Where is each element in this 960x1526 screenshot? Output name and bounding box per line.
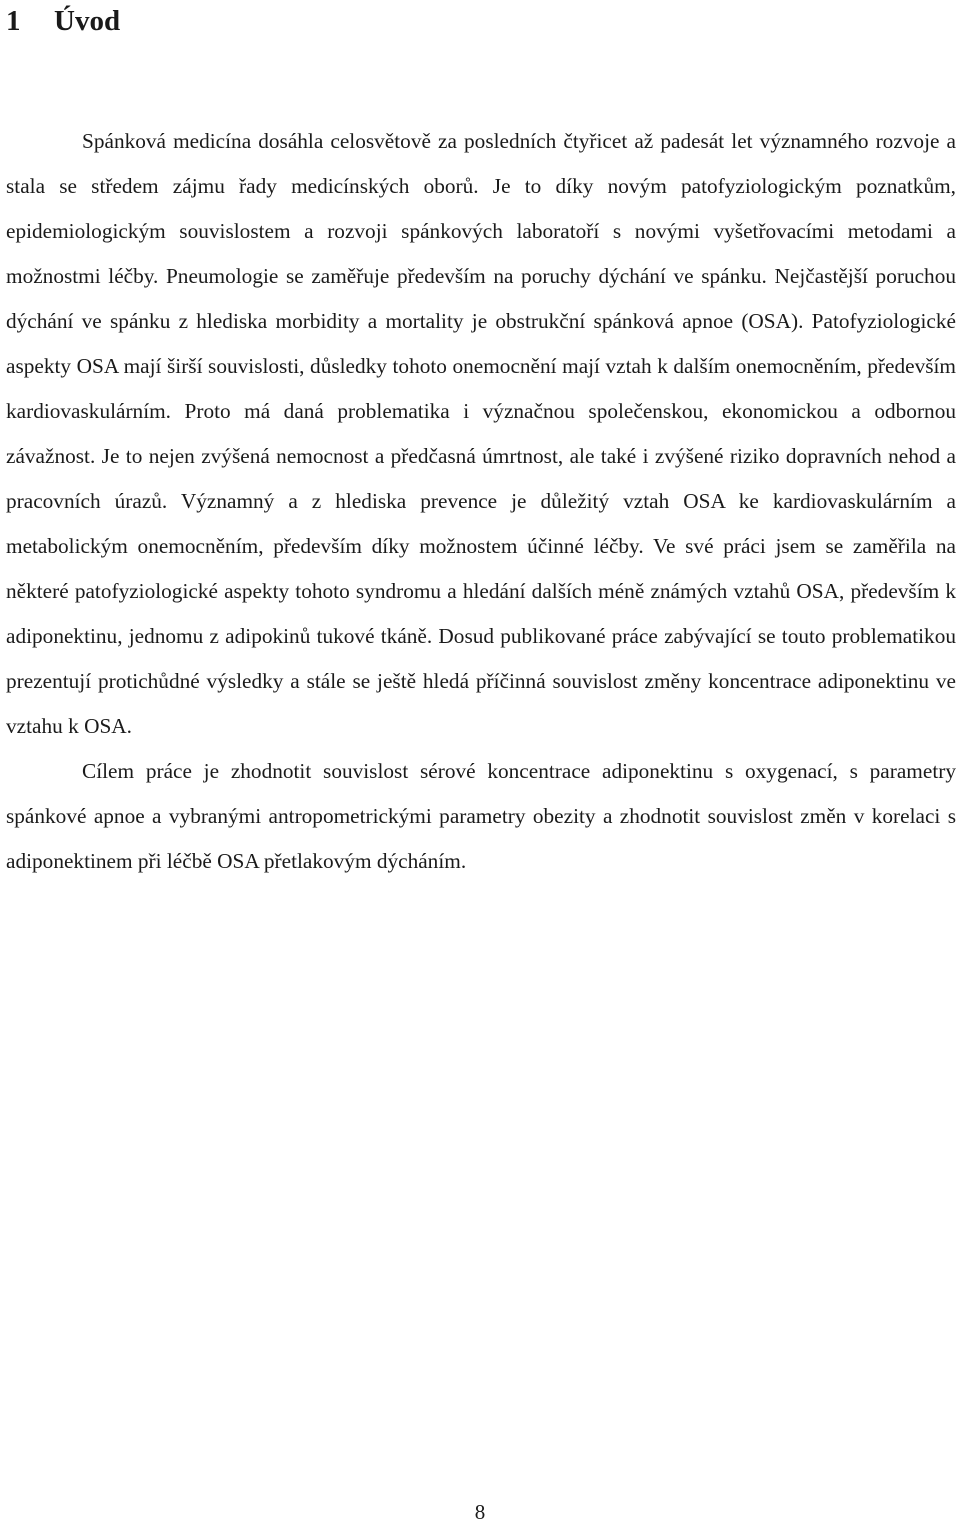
page-number: 8: [474, 1500, 486, 1524]
paragraph-intro: Spánková medicína dosáhla celosvětově za posledních čtyřicet až padesát let významného rozvoje a stala se středem zájmu řady medicínských oborů. Je to díky novým patofyziologickým poznatkům, epidemiologickým souvislostem a rozvoji spánkových laboratoří s novými vyšetřovacími metodami a možnostmi léčby. Pneumologie se zaměřuje především na poruchy dýchání ve spánku. Nejčastější poruchou dýchání ve spánku z hlediska morbidity a mortality je obstrukční spánková apnoe (OSA). Patofyziologické aspekty OSA mají širší souvislosti, důsledky tohoto onemocnění mají vztah k dalším onemocněním, především kardiovaskulárním. Proto má daná problematika i význačnou společenskou, ekonomickou a odbornou závažnost. Je to nejen zvýšená nemocnost a předčasná úmrtnost, ale také i zvýšené riziko dopravních nehod a pracovních úrazů. Významný a z hlediska prevence je důležitý vztah OSA ke kardiovaskulárním a metabolickým onemocněním, především díky možnostem účinné léčby. Ve své práci jsem se zaměřila na některé patofyziologické aspekty tohoto syndromu a hledání dalších méně známých vztahů OSA, především k adiponektinu, jednomu z adipokinů tukové tkáně. Dosud publikované práce zabývající se touto problematikou prezentují protichůdné výsledky a stále se ještě hledá příčinná souvislost změny koncentrace adiponektinu ve vztahu k OSA.: [6, 129, 956, 738]
chapter-title: Úvod: [54, 5, 121, 37]
body-text: [6, 119, 956, 884]
paragraph-aim: Cílem práce je zhodnotit souvislost sérové koncentrace adiponektinu s oxygenací, s parametry spánkové apnoe a vybranými antropometrickými parametry obezity a zhodnotit souvislost změn v korelaci s adiponektinem při léčbě OSA přetlakovým dýcháním.: [6, 759, 956, 873]
chapter-number: 1: [6, 5, 21, 37]
chapter-heading: [6, 2, 120, 40]
